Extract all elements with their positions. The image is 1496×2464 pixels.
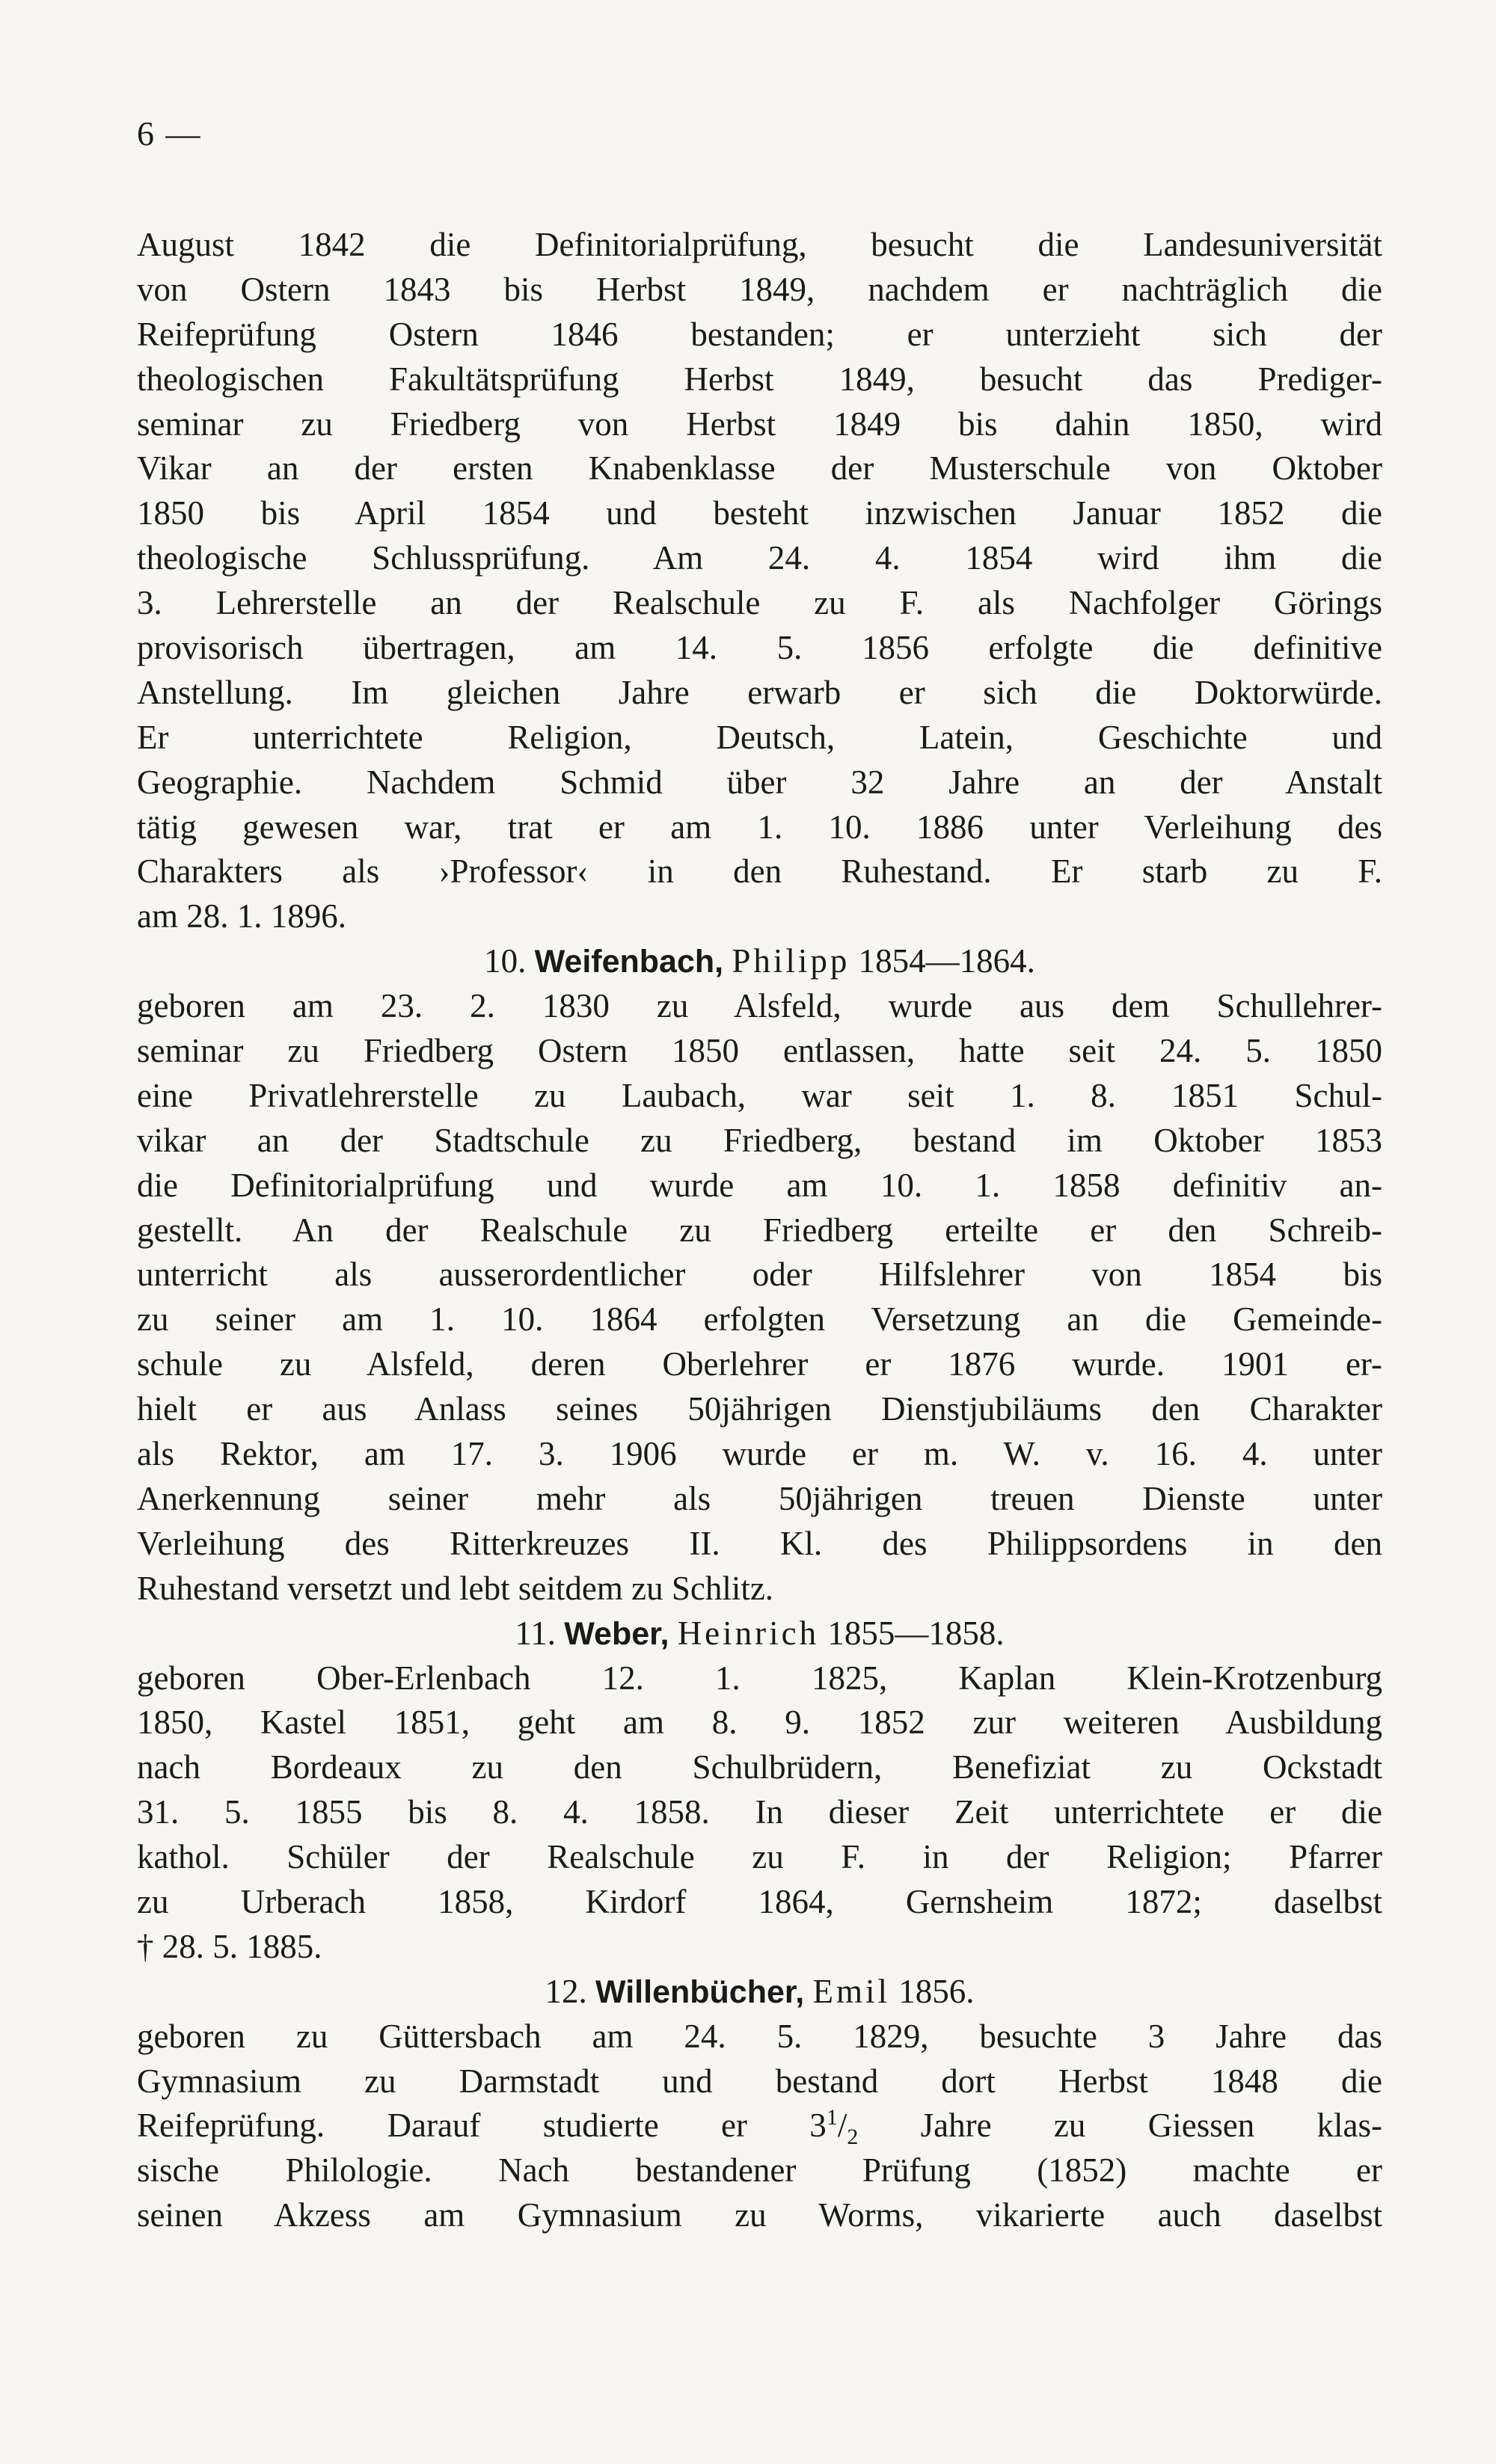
text-line: 3. Lehrerstelle an der Realschule zu F. als Nachfolger Görings: [137, 584, 1382, 622]
text-line: Reifeprüfung Ostern 1846 bestanden; er unterzieht sich der: [137, 315, 1382, 353]
text-line: 1850 bis April 1854 und besteht inzwischen Januar 1852 die: [137, 494, 1382, 532]
entry-years: 1855—1858.: [827, 1614, 1005, 1652]
text-line: geboren am 23. 2. 1830 zu Alsfeld, wurde aus dem Schullehrer-: [137, 987, 1382, 1025]
entry-surname: Willenbücher,: [595, 1973, 805, 2010]
text-line: Ruhestand versetzt und lebt seitdem zu Schlitz.: [137, 1569, 774, 1607]
fraction-denominator: 2: [847, 2124, 859, 2150]
entry-heading-weifenbach: [137, 939, 1382, 984]
text-line: † 28. 5. 1885.: [137, 1927, 322, 1965]
entry-given-name: Heinrich: [677, 1614, 820, 1652]
text-line: die Definitorialprüfung und wurde am 10. 1. 1858 definitiv an-: [137, 1166, 1382, 1204]
text-line: seinen Akzess am Gymnasium zu Worms, vikarierte auch daselbst: [137, 2196, 1382, 2234]
text-line: theologischen Fakultätsprüfung Herbst 1849, besucht das Prediger-: [137, 360, 1382, 398]
text-line: seminar zu Friedberg Ostern 1850 entlassen, hatte seit 24. 5. 1850: [137, 1032, 1382, 1070]
text-line: Vikar an der ersten Knabenklasse der Musterschule von Oktober: [137, 449, 1382, 488]
text-line: als Rektor, am 17. 3. 1906 wurde er m. W. v. 16. 4. unter: [137, 1435, 1382, 1473]
text-fragment: Reifeprüfung. Darauf studierte er 3: [137, 2107, 827, 2145]
fraction-numerator: 1: [826, 2105, 838, 2130]
text-line: vikar an der Stadtschule zu Friedberg, bestand im Oktober 1853: [137, 1121, 1382, 1159]
entry-heading-willenbuecher: [137, 1970, 1382, 2015]
entry-surname: Weifenbach,: [534, 944, 724, 980]
text-line: provisorisch übertragen, am 14. 5. 1856 erfolgte die definitive: [137, 629, 1382, 667]
entry-heading-weber: [137, 1612, 1382, 1656]
text-line: theologische Schlussprüfung. Am 24. 4. 1854 wird ihm die: [137, 539, 1382, 577]
text-line: Er unterrichtete Religion, Deutsch, Latein, Geschichte und: [137, 718, 1382, 756]
entry-given-name: Emil: [812, 1972, 890, 2010]
text-fragment: Jahre zu Giessen klas-: [858, 2107, 1382, 2145]
text-line: kathol. Schüler der Realschule zu F. in der Religion; Pfarrer: [137, 1838, 1382, 1876]
entry-surname: Weber,: [564, 1615, 669, 1652]
text-line: Anerkennung seiner mehr als 50jährigen treuen Dienste unter: [137, 1479, 1382, 1517]
text-line: August 1842 die Definitorialprüfung, besucht die Landesuniversität: [137, 226, 1382, 263]
entry-given-name: Philipp: [732, 942, 850, 980]
entry-number: 11.: [515, 1614, 556, 1652]
text-line: von Ostern 1843 bis Herbst 1849, nachdem er nachträglich die: [137, 270, 1382, 308]
entry-number: 10.: [484, 942, 527, 980]
text-line: 31. 5. 1855 bis 8. 4. 1858. In dieser Zeit unterrichtete er die: [137, 1793, 1382, 1831]
text-line: 1850, Kastel 1851, geht am 8. 9. 1852 zur weiteren Ausbildung: [137, 1703, 1382, 1742]
text-line: hielt er aus Anlass seines 50jährigen Dienstjubiläums den Charakter: [137, 1390, 1382, 1428]
text-line: sische Philologie. Nach bestandener Prüfung (1852) machte er: [137, 2151, 1382, 2190]
text-line: gestellt. An der Realschule zu Friedberg erteilte er den Schreib-: [137, 1211, 1382, 1249]
entry-years: 1856.: [898, 1972, 975, 2010]
entry-years: 1854—1864.: [858, 942, 1035, 980]
text-line: am 28. 1. 1896.: [137, 897, 346, 935]
text-line: unterricht als ausserordentlicher oder Hilfslehrer von 1854 bis: [137, 1256, 1382, 1294]
text-line: Gymnasium zu Darmstadt und bestand dort Herbst 1848 die: [137, 2062, 1382, 2100]
text-line: Geographie. Nachdem Schmid über 32 Jahre an der Anstalt: [137, 763, 1382, 801]
text-line: Anstellung. Im gleichen Jahre erwarb er sich die Doktorwürde.: [137, 673, 1382, 711]
text-line-with-fraction: Reifeprüfung. Darauf studierte er $3^1/_2$ Jahre zu Giessen klas-: [137, 2105, 1382, 2150]
text-line: Verleihung des Ritterkreuzes II. Kl. des Philippsordens in den: [137, 1524, 1382, 1562]
page-number: 6 —: [137, 114, 202, 153]
text-line: schule zu Alsfeld, deren Oberlehrer er 1876 wurde. 1901 er-: [137, 1345, 1382, 1383]
text-line: geboren zu Güttersbach am 24. 5. 1829, besuchte 3 Jahre das: [137, 2017, 1382, 2055]
text-line: nach Bordeaux zu den Schulbrüdern, Benefiziat zu Ockstadt: [137, 1748, 1382, 1786]
text-line: zu seiner am 1. 10. 1864 erfolgten Versetzung an die Gemeinde-: [137, 1300, 1382, 1339]
entry-number: 12.: [545, 1972, 587, 2010]
text-line: Charakters als ›Professor‹ in den Ruhestand. Er starb zu F.: [137, 852, 1382, 891]
text-line: seminar zu Friedberg von Herbst 1849 bis dahin 1850, wird: [137, 405, 1382, 443]
text-line: eine Privatlehrerstelle zu Laubach, war seit 1. 8. 1851 Schul-: [137, 1076, 1382, 1114]
text-line: tätig gewesen war, trat er am 1. 10. 1886 unter Verleihung des: [137, 808, 1382, 846]
body-text: [137, 223, 1382, 2238]
text-line: geboren Ober-Erlenbach 12. 1. 1825, Kaplan Klein-Krotzenburg: [137, 1659, 1382, 1697]
text-line: zu Urberach 1858, Kirdorf 1864, Gernsheim 1872; daselbst: [137, 1882, 1382, 1920]
